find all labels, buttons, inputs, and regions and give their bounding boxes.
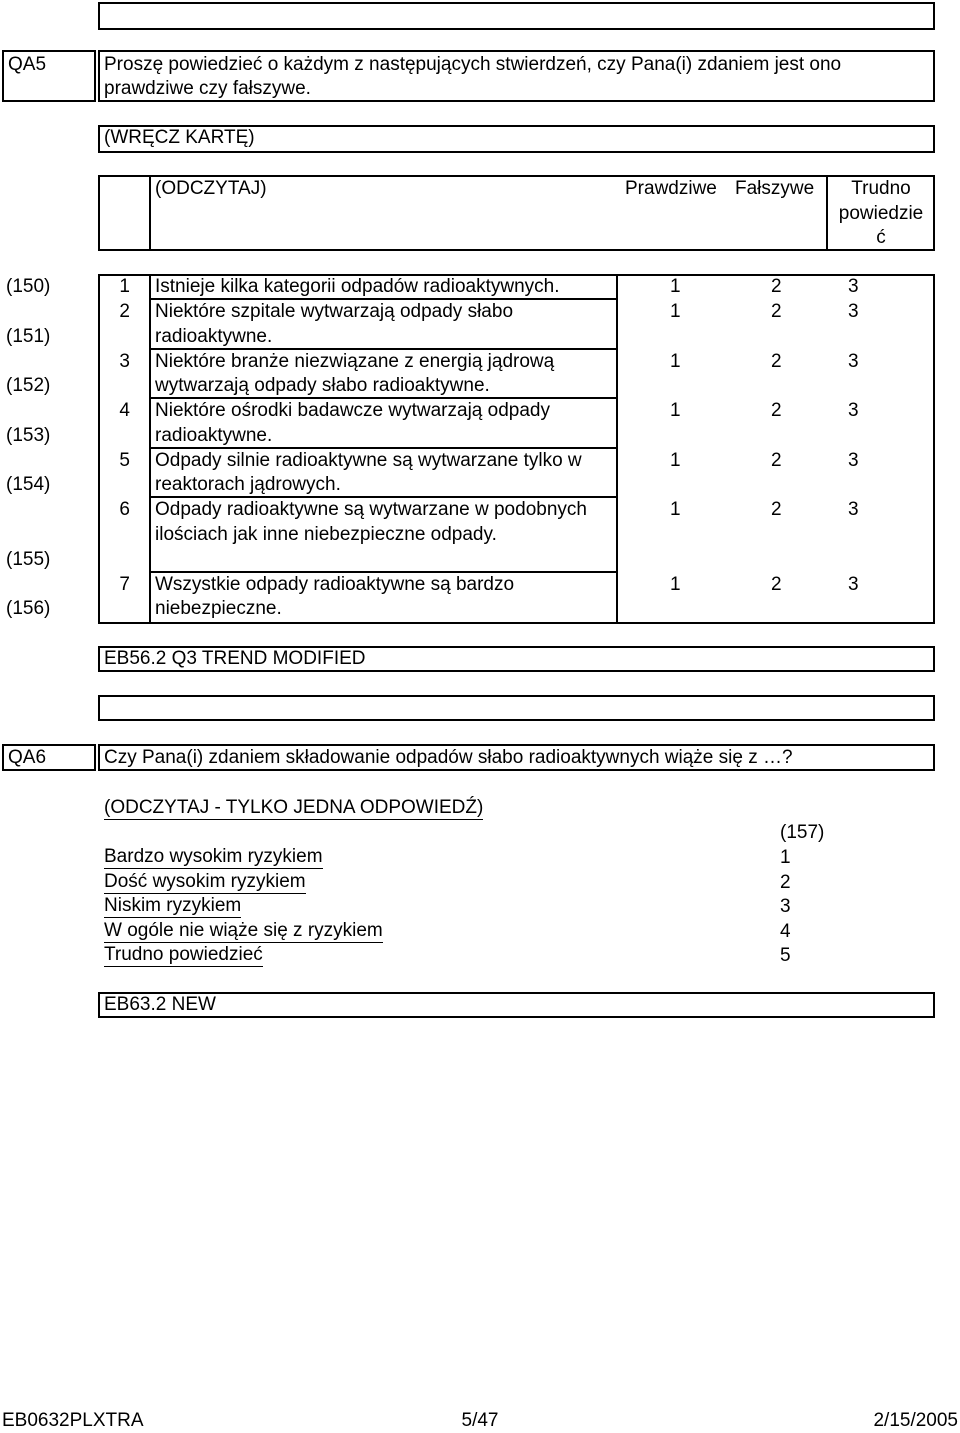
answer-code-dk: 3 (848, 351, 859, 372)
qa5-dk-label-1: Trudno (851, 178, 911, 199)
answer-code-false: 2 (771, 276, 782, 297)
statement-text-cont: wytwarzają odpady słabo radioaktywne. (155, 375, 490, 396)
var-code: (153) (6, 425, 51, 446)
answer-code-true: 1 (670, 574, 681, 595)
qa5-header-divider (149, 175, 151, 251)
statement-number: 2 (119, 301, 130, 322)
statement-text: Niektóre ośrodki badawcze wytwarzają odpady (155, 400, 550, 421)
statement-text-cont: niebezpieczne. (155, 598, 282, 619)
statement-text: Istnieje kilka kategorii odpadów radioaktywnych. (155, 276, 560, 297)
answer-option-label: Bardzo wysokim ryzykiem (104, 846, 323, 867)
answer-code-true: 1 (670, 301, 681, 322)
answer-code-false: 2 (771, 499, 782, 520)
qa5-source-note: EB56.2 Q3 TREND MODIFIED (104, 648, 366, 669)
qa6-instruction: (ODCZYTAJ - TYLKO JEDNA ODPOWIEDŹ) (104, 797, 484, 818)
qa5-dk-label-3: ć (876, 227, 886, 248)
var-code: (151) (6, 326, 51, 347)
statement-number: 7 (119, 574, 130, 595)
answer-code-false: 2 (771, 351, 782, 372)
answer-option-code: 5 (780, 945, 791, 966)
answer-option-code: 1 (780, 847, 791, 868)
answer-option-label: Dość wysokim ryzykiem (104, 871, 306, 892)
qa6-source-box (98, 992, 935, 1018)
answer-code-dk: 3 (848, 301, 859, 322)
qa6-var-code: (157) (780, 822, 825, 843)
statement-text: Niektóre branże niezwiązane z energią jądrową (155, 351, 555, 372)
qa5-table-divider (616, 274, 618, 624)
var-code: (155) (6, 549, 51, 570)
statement-text: Niektóre szpitale wytwarzają odpady słabo (155, 301, 514, 322)
qa6-code: QA6 (8, 747, 47, 768)
statement-number: 1 (119, 276, 130, 297)
qa5-read-label: (ODCZYTAJ) (155, 178, 267, 199)
answer-option-code: 2 (780, 872, 791, 893)
answer-code-dk: 3 (848, 400, 859, 421)
qa6-empty-box (98, 695, 935, 721)
answer-code-true: 1 (670, 276, 681, 297)
answer-code-false: 2 (771, 301, 782, 322)
answer-code-dk: 3 (848, 450, 859, 471)
qa5-question-line2: prawdziwe czy fałszywe. (104, 78, 311, 99)
statement-number: 3 (119, 351, 130, 372)
qa5-true-label: Prawdziwe (625, 178, 717, 199)
answer-code-false: 2 (771, 400, 782, 421)
answer-option-label: Trudno powiedzieć (104, 944, 263, 965)
footer-page-number: 5/47 (461, 1410, 499, 1431)
answer-code-dk: 3 (848, 574, 859, 595)
qa5-question-line1: Proszę powiedzieć o każdym z następujących stwierdzeń, czy Pana(i) zdaniem jest ono (104, 54, 842, 75)
answer-option-label: W ogóle nie wiąże się z ryzykiem (104, 920, 383, 941)
answer-code-true: 1 (670, 450, 681, 471)
answer-code-false: 2 (771, 450, 782, 471)
var-code: (154) (6, 474, 51, 495)
statement-text-cont: radioaktywne. (155, 425, 273, 446)
statement-text-cont: ilościach jak inne niebezpieczne odpady. (155, 524, 497, 545)
qa5-instruction: (WRĘCZ KARTĘ) (104, 127, 255, 148)
answer-code-true: 1 (670, 351, 681, 372)
qa6-source-note: EB63.2 NEW (104, 994, 216, 1015)
footer-doc-id: EB0632PLXTRA (2, 1410, 144, 1431)
statement-number: 4 (119, 400, 130, 421)
var-code: (156) (6, 598, 51, 619)
answer-option-code: 3 (780, 896, 791, 917)
answer-option-label: Niskim ryzykiem (104, 895, 242, 916)
qa5-false-label: Fałszywe (735, 178, 815, 199)
answer-code-true: 1 (670, 499, 681, 520)
statement-text: Odpady silnie radioaktywne są wytwarzane tylko w (155, 450, 582, 471)
statement-text-cont: radioaktywne. (155, 326, 273, 347)
var-code: (152) (6, 375, 51, 396)
answer-code-true: 1 (670, 400, 681, 421)
answer-code-false: 2 (771, 574, 782, 595)
qa5-dk-label-2: powiedzie (838, 203, 924, 224)
answer-option-code: 4 (780, 921, 791, 942)
statement-text: Odpady radioaktywne są wytwarzane w podobnych (155, 499, 587, 520)
statement-text: Wszystkie odpady radioaktywne są bardzo (155, 574, 515, 595)
top-empty-box (98, 2, 935, 30)
var-code: (150) (6, 276, 51, 297)
answer-code-dk: 3 (848, 499, 859, 520)
statement-number: 6 (119, 499, 130, 520)
qa6-question: Czy Pana(i) zdaniem składowanie odpadów słabo radioaktywnych wiąże się z …? (104, 747, 793, 768)
statement-text-cont: reaktorach jądrowych. (155, 474, 341, 495)
footer-date: 2/15/2005 (873, 1410, 958, 1431)
qa5-code: QA5 (8, 54, 47, 75)
statement-number: 5 (119, 450, 130, 471)
answer-code-dk: 3 (848, 276, 859, 297)
